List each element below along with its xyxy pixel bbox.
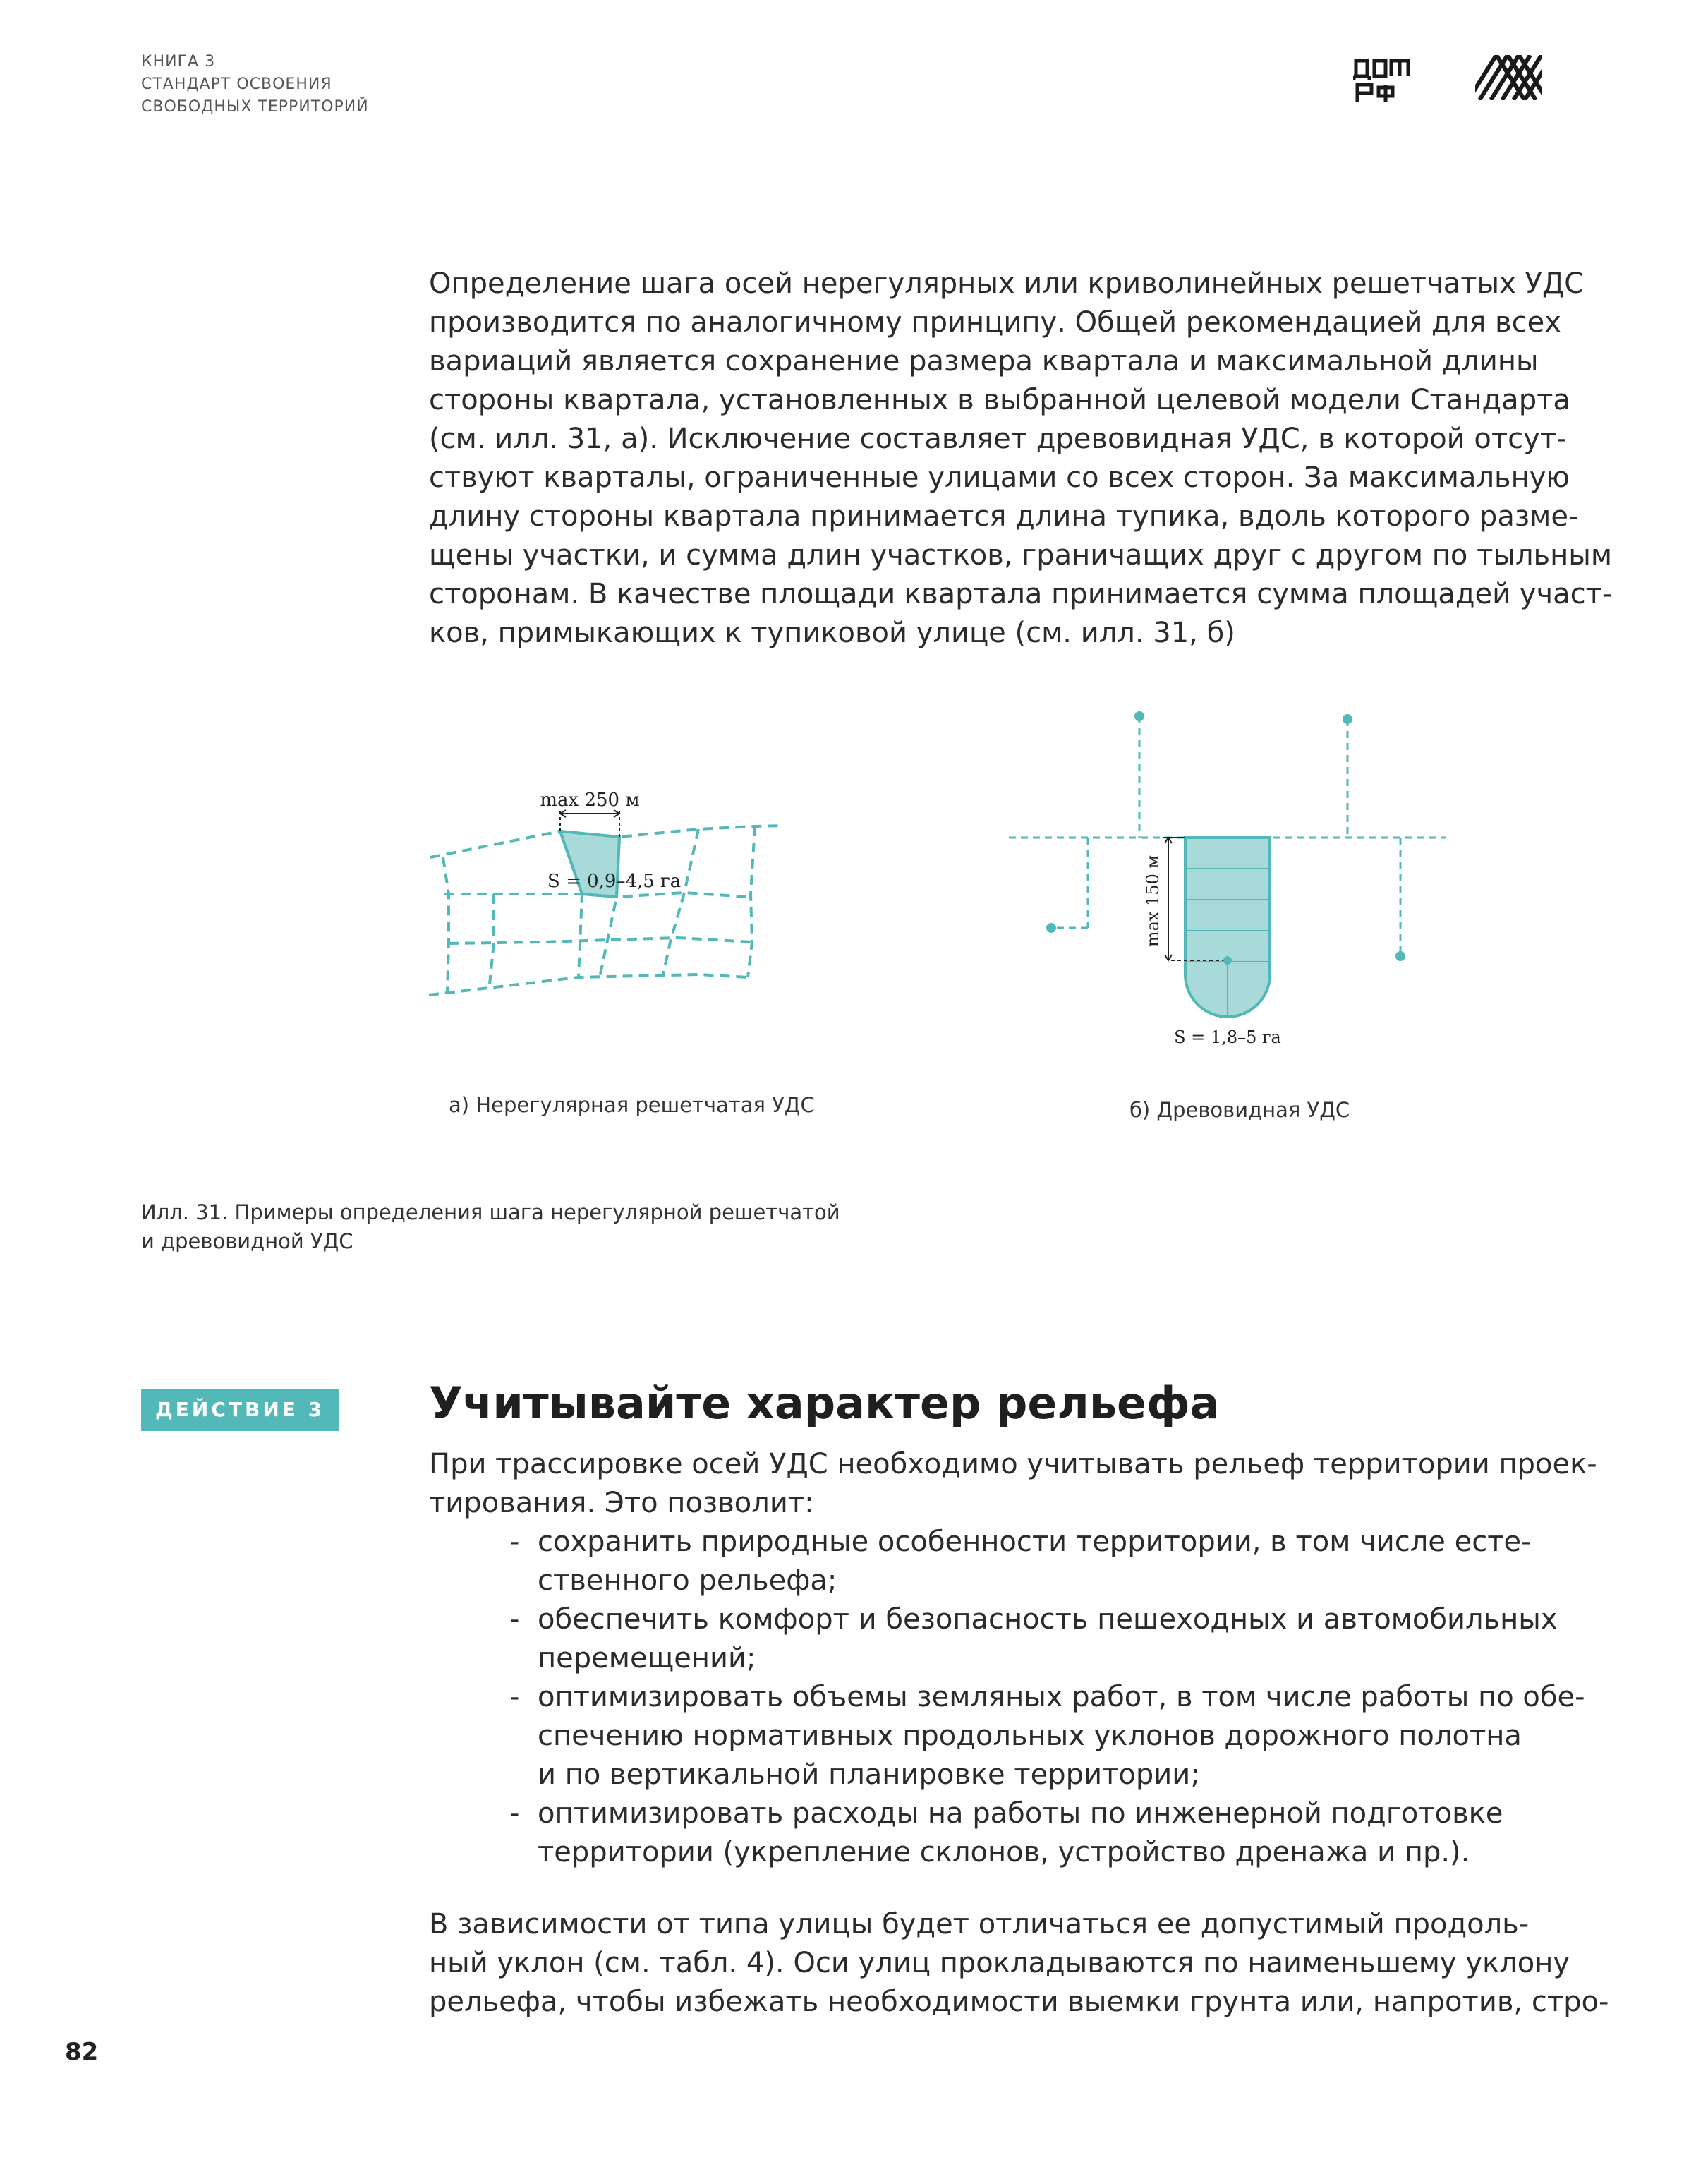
list-item-line: сохранить природные особенности территории, в том числе есте- (538, 1526, 1532, 1558)
dimension-label: max 150 м (1143, 855, 1163, 948)
bullet-dash: - (509, 1603, 520, 1636)
list-item (509, 1523, 1585, 1600)
list-item (509, 1678, 1585, 1794)
intro-line: сторонам. В качестве площади квартала принимается сумма площадей участ- (429, 578, 1613, 610)
intro-paragraph (429, 265, 1612, 653)
list-item-line: перемещений; (538, 1642, 756, 1674)
paragraph-line: При трассировке осей УДС необходимо учитывать рельеф территории проек- (429, 1448, 1597, 1480)
bullet-dash: - (509, 1797, 520, 1830)
dead-end-dot (1223, 956, 1232, 965)
intro-line: ков, примыкающих к тупиковой улице (см. илл. 31, б) (429, 617, 1235, 649)
pattern-logo (1475, 55, 1542, 100)
tree-network-diagram (1002, 702, 1453, 1055)
intro-line: вариаций является сохранение размера квартала и максимальной длины (429, 345, 1539, 378)
intro-line: Определение шага осей нерегулярных или криволинейных решетчатых УДС (429, 267, 1585, 300)
header-line: КНИГА 3 (141, 53, 216, 71)
intro-line: стороны квартала, установленных в выбранной целевой модели Стандарта (429, 384, 1570, 416)
running-header (141, 51, 369, 119)
illustration-caption (141, 1198, 840, 1256)
intro-line: длину стороны квартала принимается длина тупика, вдоль которого разме- (429, 500, 1579, 533)
bullet-dash: - (509, 1526, 520, 1558)
intro-line: щены участки, и сумма длин участков, граничащих друг с другом по тыльным (429, 539, 1613, 572)
action-badge: ДЕЙСТВИЕ 3 (141, 1389, 339, 1431)
caption-line: и древовидной УДС (141, 1229, 353, 1253)
paragraph-line: тирования. Это позволит: (429, 1487, 814, 1519)
list-item-line: территории (укрепление склонов, устройство дренажа и пр.). (538, 1836, 1470, 1869)
list-item (509, 1794, 1585, 1872)
paragraph-line: ный уклон (см. табл. 4). Оси улиц прокладываются по наименьшему уклону (429, 1947, 1570, 1979)
dom-rf-logo (1353, 55, 1411, 104)
list-item-line: оптимизировать расходы на работы по инженерной подготовке (538, 1797, 1503, 1830)
page-number: 82 (65, 2038, 99, 2066)
paragraph-line: В зависимости от типа улицы будет отличаться ее допустимый продоль- (429, 1908, 1530, 1940)
intro-line: (см. илл. 31, а). Исключение составляет древовидная УДС, в которой отсут- (429, 423, 1567, 455)
benefits-list (509, 1523, 1585, 1872)
area-label: S = 0,9–4,5 га (547, 871, 682, 892)
header-line: СТАНДАРТ ОСВОЕНИЯ (141, 76, 332, 93)
dimension-label: max 250 м (540, 790, 640, 811)
intro-line: ствуют кварталы, ограниченные улицами со всех сторон. За максимальную (429, 461, 1570, 494)
paragraph-line: рельефа, чтобы избежать необходимости выемки грунта или, напротив, стро- (429, 1986, 1609, 2018)
relief-paragraph (429, 1445, 1597, 1523)
caption-line: Илл. 31. Примеры определения шага нерегулярной решетчатой (141, 1200, 840, 1224)
bullet-dash: - (509, 1681, 520, 1713)
intro-line: производится по аналогичному принципу. Общей рекомендацией для всех (429, 306, 1561, 339)
list-item-line: и по вертикальной планировке территории; (538, 1758, 1200, 1791)
list-item (509, 1600, 1585, 1678)
dimension-line (1163, 838, 1185, 960)
figure-b-caption: б) Древовидная УДС (1129, 1098, 1350, 1122)
list-item-line: спечению нормативных продольных уклонов дорожного полотна (538, 1720, 1522, 1752)
irregular-grid-diagram (416, 766, 840, 1076)
list-item-line: обеспечить комфорт и безопасность пешеходных и автомобильных (538, 1603, 1558, 1636)
section-title: Учитывайте характер рельефа (429, 1377, 1220, 1429)
header-line: СВОБОДНЫХ ТЕРРИТОРИЙ (141, 98, 369, 116)
area-label: S = 1,8–5 га (1174, 1027, 1281, 1047)
figure-a-caption: а) Нерегулярная решетчатая УДС (449, 1093, 815, 1117)
list-item-line: оптимизировать объемы земляных работ, в том числе работы по обе- (538, 1681, 1585, 1713)
slope-paragraph (429, 1905, 1609, 2022)
list-item-line: ственного рельефа; (538, 1564, 837, 1597)
